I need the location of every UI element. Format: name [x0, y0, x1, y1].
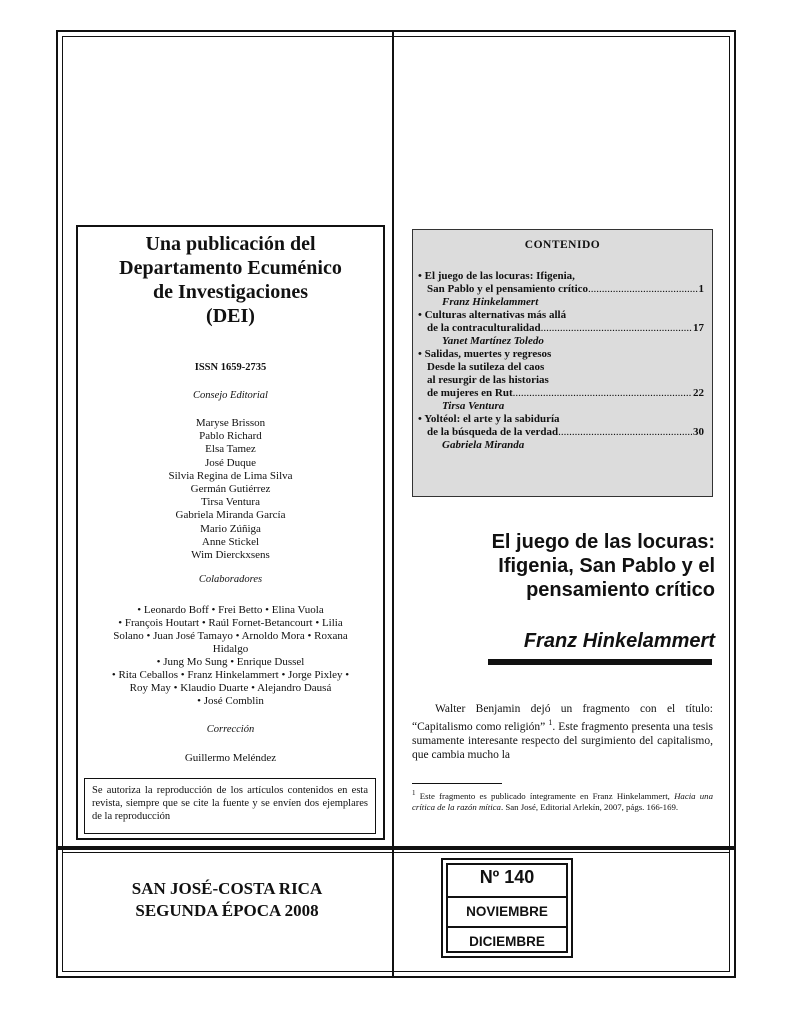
toc-leader-dots: [513, 387, 692, 400]
collaborators-line: Solano • Juan José Tamayo • Arnoldo Mora • Roxana: [113, 630, 348, 642]
editor-name: Pablo Richard: [199, 430, 262, 443]
collaborators-line: Hidalgo: [212, 643, 249, 655]
toc-page-number: 22: [693, 387, 704, 399]
editor-name: José Duque: [204, 456, 257, 469]
editor-name: Gabriela Miranda García: [175, 509, 286, 522]
table-of-contents: [418, 270, 704, 452]
toc-author: Yanet Martínez Toledo: [442, 335, 544, 347]
collaborators-line: • Leonardo Boff • Frei Betto • Elina Vuola: [137, 604, 324, 616]
article-title-line: El juego de las locuras:: [491, 531, 715, 553]
article-title-line: Ifigenia, San Pablo y el: [498, 555, 715, 577]
toc-entry-title: San Pablo y el pensamiento crítico: [427, 283, 589, 295]
toc-entry-title: • Salidas, muertes y regresos: [418, 348, 552, 360]
issue-separator: [446, 926, 568, 928]
collaborators-line: • José Comblin: [197, 695, 264, 707]
editor-name: Elsa Tamez: [205, 443, 256, 456]
toc-item: [418, 348, 704, 413]
collaborators-line: • François Houtart • Raúl Fornet-Betancourt • Lilia: [118, 617, 343, 629]
toc-page-number: 17: [693, 322, 704, 334]
contents-title: CONTENIDO: [524, 239, 601, 251]
reproduction-notice: Se autoriza la reproducción de los artículos contenidos en esta revista, siempre que se cite la fuente y se envíen dos ejemplares de la reproducción: [84, 778, 376, 834]
editorial-board-label: Consejo Editorial: [193, 390, 268, 401]
article-title: [412, 530, 715, 602]
column-divider: [392, 30, 394, 978]
footnote-ref: 1: [548, 718, 553, 728]
toc-page-number: 30: [693, 426, 704, 438]
issue-number: Nº 140: [479, 867, 535, 887]
issue-month-1: NOVIEMBRE: [466, 904, 548, 919]
article-title-line: pensamiento crítico: [526, 579, 715, 601]
title-line: Una publicación del: [145, 233, 316, 255]
title-line: (DEI): [206, 305, 255, 327]
collaborators-line: Roy May • Klaudio Duarte • Alejandro Dausá: [129, 682, 332, 694]
issue-month-2: DICIEMBRE: [469, 934, 545, 949]
body-text-part: Walter Benjamin dejó un fragmento con el título: “Capitalismo como religión”: [412, 703, 713, 734]
toc-entry-title: • Culturas alternativas más allá: [418, 309, 567, 321]
title-line: Departamento Ecuménico: [119, 257, 342, 279]
publication-place: [62, 878, 392, 922]
toc-page-number: 1: [698, 283, 704, 295]
place-line: SAN JOSÉ-COSTA RICA: [131, 879, 323, 898]
editor-name: Anne Stickel: [201, 535, 260, 548]
footnote-number: 1: [412, 789, 416, 797]
correction-label: Corrección: [206, 724, 255, 735]
author-underline-bar: [488, 659, 712, 665]
toc-entry-title: de la búsqueda de la verdad: [427, 426, 559, 438]
article-body: [412, 702, 713, 763]
toc-leader-dots: [541, 322, 692, 335]
epoch-line: SEGUNDA ÉPOCA 2008: [135, 901, 319, 920]
title-line: de Investigaciones: [153, 281, 308, 303]
collaborators-line: • Rita Ceballos • Franz Hinkelammert • Jorge Pixley •: [111, 669, 350, 681]
body-text-part: . Este fragmento presenta una tesis sumamente interesante respecto del surgimiento del capitalismo, que cambia mucho la: [412, 721, 714, 762]
corrector-name: Guillermo Meléndez: [184, 752, 277, 764]
collaborators-label: Colaboradores: [198, 574, 263, 585]
toc-entry-line: [418, 426, 704, 439]
toc-entry-line: [418, 387, 704, 400]
toc-leader-dots: [558, 426, 692, 439]
corner-mark: [722, 36, 736, 52]
editors-list: [80, 417, 381, 562]
toc-item: [418, 270, 704, 309]
editor-name: Maryse Brisson: [195, 417, 266, 429]
toc-author: Tirsa Ventura: [442, 400, 505, 412]
toc-author: Gabriela Miranda: [442, 439, 525, 451]
toc-entry-title: • Yoltéol: el arte y la sabiduría: [418, 413, 560, 425]
issn: ISSN 1659-2735: [194, 362, 267, 373]
editor-name: Wim Dierckxsens: [191, 549, 270, 562]
collaborators-list: [86, 604, 375, 708]
toc-entry-line: [418, 322, 704, 335]
editor-name: Germán Gutiérrez: [190, 483, 271, 496]
footnote-book-title: Hacia una crítica de la razón mítica: [412, 790, 713, 813]
footer-divider: [56, 846, 736, 850]
editor-name: Tirsa Ventura: [201, 496, 260, 509]
footnote-text: . San José, Editorial Arlekín, 2007, págs. 166-169.: [500, 802, 679, 813]
footnote: [412, 788, 713, 814]
issue-separator: [446, 896, 568, 898]
toc-item: [418, 309, 704, 348]
toc-author: Franz Hinkelammert: [442, 296, 539, 308]
footer-divider-thin: [62, 852, 730, 853]
toc-entry-title: al resurgir de las historias: [427, 374, 549, 386]
toc-item: [418, 413, 704, 452]
toc-entry-title: de la contraculturalidad: [427, 322, 541, 334]
editor-name: Silvia Regina de Lima Silva: [168, 469, 293, 482]
toc-entry-title: • El juego de las locuras: Ifigenia,: [418, 270, 575, 282]
footnote-text: Este fragmento es publicado íntegramente en Franz Hinkelammert,: [415, 790, 675, 801]
toc-leader-dots: [588, 283, 697, 296]
toc-entry-title: de mujeres en Rut: [427, 387, 513, 399]
editor-name: Mario Zúñiga: [200, 522, 261, 535]
publication-title: [80, 232, 381, 328]
toc-entry-line: [418, 283, 704, 296]
footnote-rule: [412, 783, 502, 784]
collaborators-line: • Jung Mo Sung • Enrique Dussel: [156, 656, 305, 668]
toc-entry-title: Desde la sutileza del caos: [427, 361, 545, 373]
article-author: Franz Hinkelammert: [523, 630, 715, 652]
